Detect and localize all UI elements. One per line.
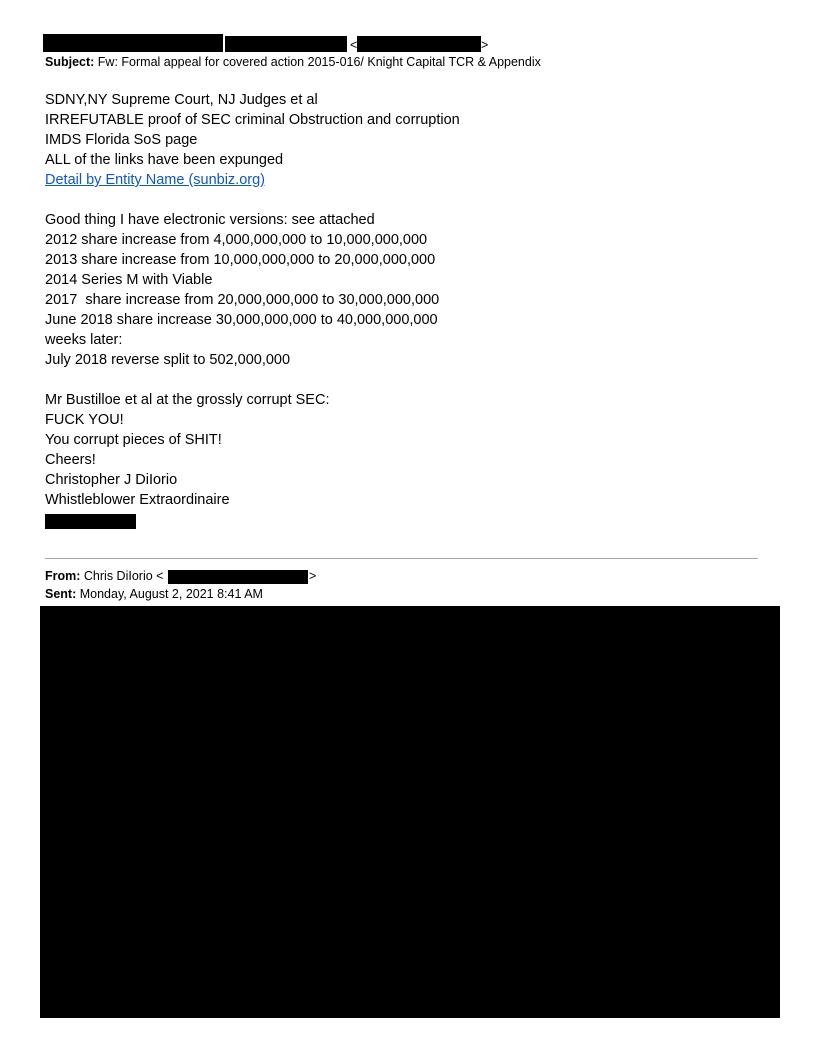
body-line: weeks later: [45,332,123,348]
blank-line [45,370,765,390]
body-line: 2014 Series M with Viable [45,272,213,288]
from-open-bracket: < [156,569,164,583]
blank-line [45,190,765,210]
subject-line [45,54,541,70]
redacted-message-block [40,606,780,1018]
body-line: ALL of the links have been expunged [45,152,284,168]
body-line: July 2018 reverse split to 502,000,000 [45,352,291,368]
email-close-bracket: > [481,38,489,52]
body-line: 2013 share increase from 10,000,000,000 to 20,000,000,000 [45,252,436,268]
redacted-from-email [168,570,308,584]
forward-divider [45,558,758,559]
subject-label: Subject: [45,55,95,69]
sent-value: Monday, August 2, 2021 8:41 AM [79,587,263,601]
email-open-bracket: < [350,38,358,52]
sent-label: Sent: [45,587,77,601]
body-line: June 2018 share increase 30,000,000,000 to 40,000,000,000 [45,312,438,328]
sunbiz-link[interactable]: Detail by Entity Name (sunbiz.org) [45,172,265,188]
forwarded-from-line [45,568,163,584]
body-line: IRREFUTABLE proof of SEC criminal Obstruction and corruption [45,112,460,128]
body-line: You corrupt pieces of SHIT! [45,432,222,448]
body-line: 2017 share increase from 20,000,000,000 to 30,000,000,000 [45,292,440,308]
body-line: Mr Bustilloe et al at the grossly corrupt SEC: [45,392,330,408]
forwarded-sent-line [45,586,263,602]
signature-title: Whistleblower Extraordinaire [45,492,230,508]
body-line: Good thing I have electronic versions: see attached [45,212,375,228]
subject-value: Fw: Formal appeal for covered action 2015-016/ Knight Capital TCR & Appendix [97,55,541,69]
body-line: 2012 share increase from 4,000,000,000 to 10,000,000,000 [45,232,428,248]
redacted-email-address [357,36,481,52]
message-body [45,90,765,510]
body-line: FUCK YOU! [45,412,124,428]
signature-name: Christopher J DiIorio [45,472,178,488]
body-line: SDNY,NY Supreme Court, NJ Judges et al [45,92,318,108]
from-label: From: [45,569,81,583]
from-name: Chris DiIorio [83,569,153,583]
body-line: IMDS Florida SoS page [45,132,198,148]
redacted-recipient [225,36,347,52]
redacted-sender-name [43,34,223,52]
body-line: Cheers! [45,452,96,468]
from-close-bracket: > [309,569,317,583]
redacted-signature-contact [45,514,136,529]
